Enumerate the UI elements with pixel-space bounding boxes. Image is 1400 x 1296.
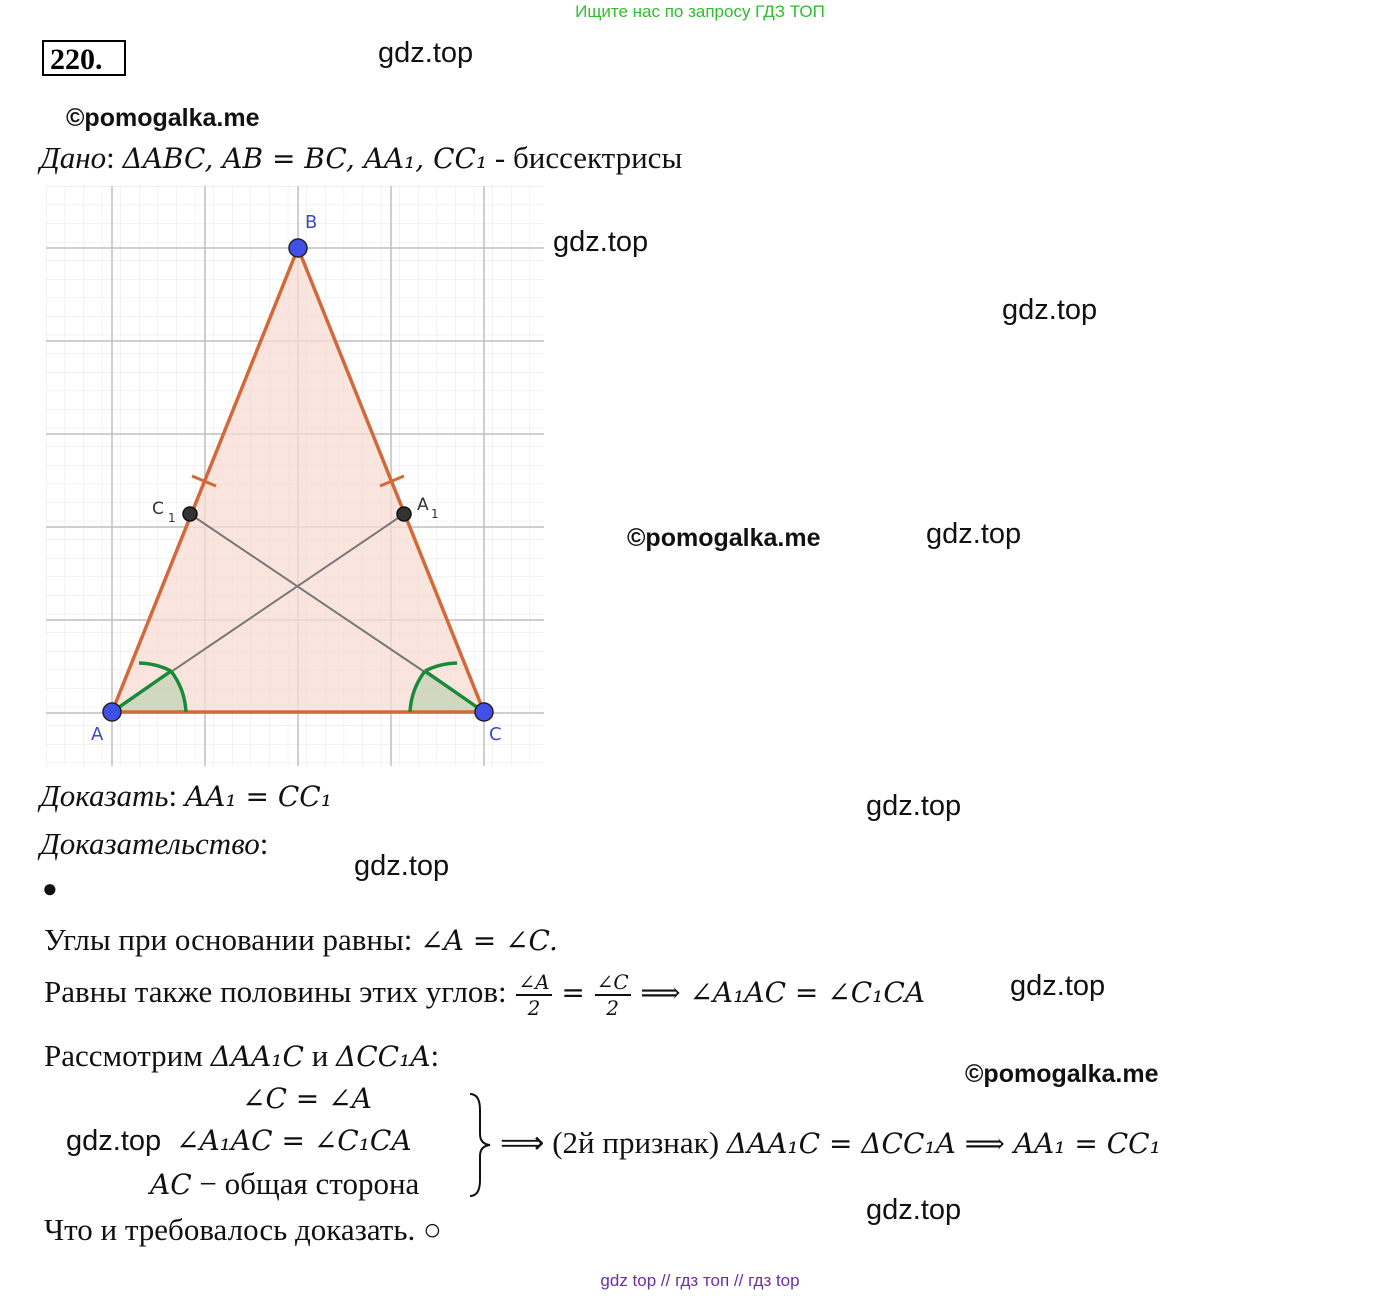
proof-line-3-math2: ΔCC₁A [336, 1040, 431, 1073]
fraction-c-bot: 2 [606, 996, 619, 1020]
fraction-c-top: ∠C [596, 970, 629, 994]
proof-line-3-text2: и [303, 1038, 337, 1073]
point-c [475, 703, 493, 721]
prove-line [40, 778, 332, 814]
fraction-c [595, 970, 631, 1020]
given-label: Дано [40, 140, 107, 175]
proof-line-2-text: Равны также половины этих углов: [44, 974, 515, 1010]
proof-colon: : [259, 826, 269, 861]
proof-line-1-text: Углы при основании равны: [44, 922, 421, 957]
system-line-3-math: AC [150, 1168, 192, 1201]
point-a1 [397, 507, 411, 521]
label-b: B [305, 212, 318, 233]
label-c1: C [152, 499, 164, 519]
watermark-gdz: gdz.top [553, 226, 649, 258]
proof-label: Доказательство [40, 826, 260, 861]
watermark-gdz: gdz.top [866, 1194, 962, 1226]
proof-line-2 [44, 970, 925, 1020]
label-a1: A [417, 495, 429, 515]
proof-line-1-math: ∠A = ∠C. [420, 924, 558, 957]
proof-line-1 [44, 922, 558, 958]
proof-line-3-math1: ΔAA₁C [210, 1040, 304, 1073]
given-dash-text: - биссектрисы [494, 140, 683, 175]
proof-line-3-text1: Рассмотрим [44, 1038, 211, 1073]
bullet: ● [42, 874, 58, 903]
top-banner[interactable]: Ищите нас по запросу ГДЗ ТОП [575, 2, 825, 21]
point-c1 [183, 507, 197, 521]
point-a [103, 703, 121, 721]
conclusion-math: ΔAA₁C = ΔCC₁A ⟹ AA₁ = CC₁ [726, 1127, 1161, 1160]
prove-label: Доказать [40, 778, 169, 813]
watermark-gdz: gdz.top [926, 518, 1022, 550]
problem-number: 220. [42, 40, 126, 76]
watermark-gdz: gdz.top [1010, 970, 1106, 1002]
prove-colon: : [168, 778, 178, 813]
conclusion-pre: ⟹ (2й признак) [500, 1125, 727, 1160]
watermark-gdz: gdz.top [378, 37, 474, 69]
fraction-a-top: ∠A [518, 970, 550, 994]
system-line-3 [150, 1166, 419, 1202]
watermark-gdz: gdz.top [866, 790, 962, 822]
watermark-pomogalka: ©pomogalka.me [965, 1060, 1159, 1088]
given-colon: : [106, 140, 115, 175]
proof-heading [40, 826, 268, 862]
point-b [289, 239, 307, 257]
footer-links[interactable]: gdz top // гдз топ // гдз top [600, 1271, 800, 1290]
system-line-1: ∠C = ∠A [242, 1082, 372, 1115]
watermark-pomogalka: ©pomogalka.me [627, 524, 821, 552]
proof-line-3 [44, 1038, 439, 1074]
label-c1-sub: 1 [168, 511, 176, 525]
label-c: C [489, 724, 502, 745]
proof-line-3-colon: : [430, 1038, 440, 1073]
watermark-gdz: gdz.top [66, 1125, 162, 1157]
watermark-gdz: gdz.top [1002, 294, 1098, 326]
watermark-gdz: gdz.top [354, 850, 450, 882]
label-a1-sub: 1 [431, 507, 439, 521]
fraction-a-bot: 2 [527, 996, 541, 1020]
given-statement: ΔABC, AB = BC, AA₁, CC₁ [122, 142, 488, 175]
conclusion-line [500, 1125, 1161, 1161]
system-line-3-text: − общая сторона [191, 1166, 420, 1201]
fraction-a [516, 970, 551, 1020]
watermark-pomogalka: ©pomogalka.me [66, 104, 260, 132]
system-brace [466, 1090, 496, 1200]
final-line: Что и требовалось доказать. ○ [44, 1212, 442, 1247]
system-line-2: ∠A₁AC = ∠C₁CA [176, 1124, 412, 1157]
equals-sign: = [561, 976, 585, 1010]
label-a: A [91, 724, 104, 745]
prove-statement: AA₁ = CC₁ [184, 780, 332, 813]
proof-line-2-math: ⟹ ∠A₁AC = ∠C₁CA [640, 976, 926, 1010]
